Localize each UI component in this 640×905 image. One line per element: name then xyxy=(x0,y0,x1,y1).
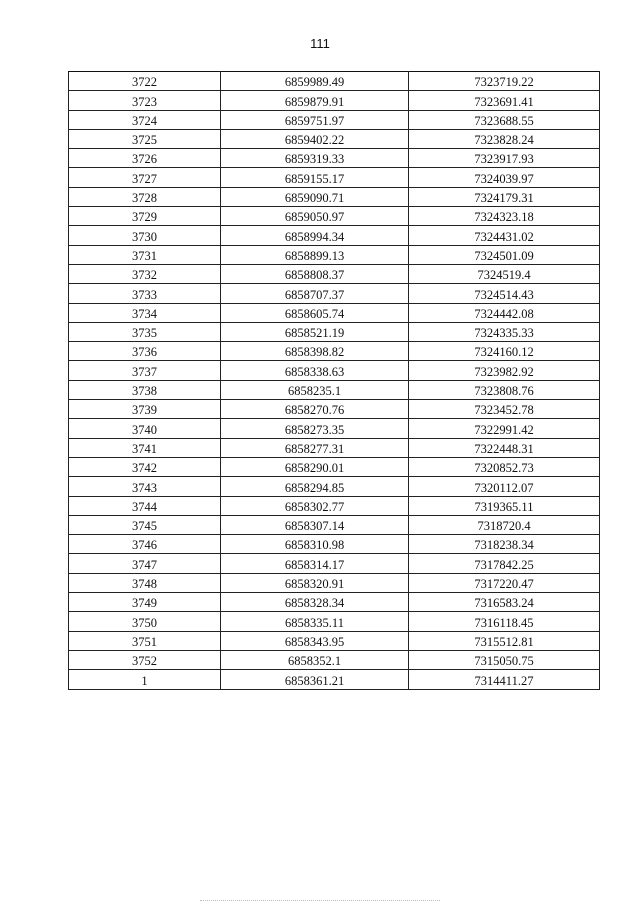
y-coordinate-cell: 7314411.27 xyxy=(409,670,600,689)
table-row xyxy=(69,91,600,110)
x-coordinate-cell: 6858270.76 xyxy=(221,400,409,419)
x-coordinate-cell: 6858338.63 xyxy=(221,361,409,380)
y-coordinate-cell: 7316583.24 xyxy=(409,593,600,612)
table-row xyxy=(69,110,600,129)
y-coordinate-cell: 7324514.43 xyxy=(409,284,600,303)
y-coordinate-cell: 7315512.81 xyxy=(409,631,600,650)
point-number-cell: 3727 xyxy=(69,168,221,187)
y-coordinate-cell: 7323691.41 xyxy=(409,91,600,110)
page-number: 111 xyxy=(310,36,330,51)
x-coordinate-cell: 6858707.37 xyxy=(221,284,409,303)
table-row xyxy=(69,284,600,303)
x-coordinate-cell: 6858361.21 xyxy=(221,670,409,689)
point-number-cell: 3725 xyxy=(69,129,221,148)
table-row xyxy=(69,496,600,515)
table-row xyxy=(69,593,600,612)
x-coordinate-cell: 6858307.14 xyxy=(221,515,409,534)
table-row xyxy=(69,457,600,476)
y-coordinate-cell: 7315050.75 xyxy=(409,650,600,669)
coordinates-table-body xyxy=(69,72,600,690)
x-coordinate-cell: 6858352.1 xyxy=(221,650,409,669)
y-coordinate-cell: 7324431.02 xyxy=(409,226,600,245)
x-coordinate-cell: 6859751.97 xyxy=(221,110,409,129)
point-number-cell: 3726 xyxy=(69,149,221,168)
y-coordinate-cell: 7323688.55 xyxy=(409,110,600,129)
point-number-cell: 3752 xyxy=(69,650,221,669)
x-coordinate-cell: 6858328.34 xyxy=(221,593,409,612)
table-row xyxy=(69,342,600,361)
point-number-cell: 3744 xyxy=(69,496,221,515)
bottom-rule xyxy=(200,900,440,901)
table-row xyxy=(69,187,600,206)
x-coordinate-cell: 6858302.77 xyxy=(221,496,409,515)
x-coordinate-cell: 6858398.82 xyxy=(221,342,409,361)
table-row xyxy=(69,149,600,168)
y-coordinate-cell: 7323808.76 xyxy=(409,380,600,399)
x-coordinate-cell: 6858294.85 xyxy=(221,477,409,496)
table-row xyxy=(69,400,600,419)
point-number-cell: 3723 xyxy=(69,91,221,110)
table-row xyxy=(69,612,600,631)
point-number-cell: 3735 xyxy=(69,322,221,341)
x-coordinate-cell: 6858335.11 xyxy=(221,612,409,631)
x-coordinate-cell: 6858235.1 xyxy=(221,380,409,399)
table-row xyxy=(69,129,600,148)
y-coordinate-cell: 7324160.12 xyxy=(409,342,600,361)
point-number-cell: 3737 xyxy=(69,361,221,380)
point-number-cell: 3746 xyxy=(69,535,221,554)
y-coordinate-cell: 7323452.78 xyxy=(409,400,600,419)
point-number-cell: 3738 xyxy=(69,380,221,399)
y-coordinate-cell: 7319365.11 xyxy=(409,496,600,515)
point-number-cell: 3742 xyxy=(69,457,221,476)
y-coordinate-cell: 7323719.22 xyxy=(409,72,600,91)
point-number-cell: 3747 xyxy=(69,554,221,573)
y-coordinate-cell: 7318720.4 xyxy=(409,515,600,534)
y-coordinate-cell: 7318238.34 xyxy=(409,535,600,554)
y-coordinate-cell: 7324519.4 xyxy=(409,264,600,283)
y-coordinate-cell: 7323917.93 xyxy=(409,149,600,168)
point-number-cell: 3733 xyxy=(69,284,221,303)
point-number-cell: 3749 xyxy=(69,593,221,612)
x-coordinate-cell: 6858521.19 xyxy=(221,322,409,341)
point-number-cell: 3724 xyxy=(69,110,221,129)
table-row xyxy=(69,650,600,669)
table-row xyxy=(69,226,600,245)
table-row xyxy=(69,535,600,554)
y-coordinate-cell: 7323828.24 xyxy=(409,129,600,148)
coordinates-table xyxy=(68,71,600,690)
x-coordinate-cell: 6859155.17 xyxy=(221,168,409,187)
table-row xyxy=(69,207,600,226)
y-coordinate-cell: 7324039.97 xyxy=(409,168,600,187)
x-coordinate-cell: 6859989.49 xyxy=(221,72,409,91)
table-row xyxy=(69,573,600,592)
y-coordinate-cell: 7317842.25 xyxy=(409,554,600,573)
table-row xyxy=(69,361,600,380)
point-number-cell: 3745 xyxy=(69,515,221,534)
table-row xyxy=(69,380,600,399)
point-number-cell: 3732 xyxy=(69,264,221,283)
x-coordinate-cell: 6858310.98 xyxy=(221,535,409,554)
point-number-cell: 3741 xyxy=(69,438,221,457)
x-coordinate-cell: 6858320.91 xyxy=(221,573,409,592)
point-number-cell: 3728 xyxy=(69,187,221,206)
y-coordinate-cell: 7316118.45 xyxy=(409,612,600,631)
y-coordinate-cell: 7322448.31 xyxy=(409,438,600,457)
x-coordinate-cell: 6858277.31 xyxy=(221,438,409,457)
x-coordinate-cell: 6859090.71 xyxy=(221,187,409,206)
table-row xyxy=(69,670,600,689)
table-row xyxy=(69,245,600,264)
y-coordinate-cell: 7322991.42 xyxy=(409,419,600,438)
y-coordinate-cell: 7317220.47 xyxy=(409,573,600,592)
point-number-cell: 3734 xyxy=(69,303,221,322)
x-coordinate-cell: 6859050.97 xyxy=(221,207,409,226)
x-coordinate-cell: 6858605.74 xyxy=(221,303,409,322)
y-coordinate-cell: 7320852.73 xyxy=(409,457,600,476)
point-number-cell: 3751 xyxy=(69,631,221,650)
y-coordinate-cell: 7324335.33 xyxy=(409,322,600,341)
table-row xyxy=(69,438,600,457)
x-coordinate-cell: 6859402.22 xyxy=(221,129,409,148)
point-number-cell: 3722 xyxy=(69,72,221,91)
point-number-cell: 3750 xyxy=(69,612,221,631)
table-row xyxy=(69,554,600,573)
x-coordinate-cell: 6858899.13 xyxy=(221,245,409,264)
table-row xyxy=(69,515,600,534)
table-row xyxy=(69,477,600,496)
y-coordinate-cell: 7324501.09 xyxy=(409,245,600,264)
y-coordinate-cell: 7323982.92 xyxy=(409,361,600,380)
point-number-cell: 3748 xyxy=(69,573,221,592)
x-coordinate-cell: 6858808.37 xyxy=(221,264,409,283)
table-row xyxy=(69,264,600,283)
point-number-cell: 3730 xyxy=(69,226,221,245)
x-coordinate-cell: 6858314.17 xyxy=(221,554,409,573)
y-coordinate-cell: 7320112.07 xyxy=(409,477,600,496)
y-coordinate-cell: 7324442.08 xyxy=(409,303,600,322)
point-number-cell: 3736 xyxy=(69,342,221,361)
x-coordinate-cell: 6859879.91 xyxy=(221,91,409,110)
table-row xyxy=(69,419,600,438)
point-number-cell: 3729 xyxy=(69,207,221,226)
point-number-cell: 3740 xyxy=(69,419,221,438)
x-coordinate-cell: 6859319.33 xyxy=(221,149,409,168)
x-coordinate-cell: 6858273.35 xyxy=(221,419,409,438)
point-number-cell: 1 xyxy=(69,670,221,689)
point-number-cell: 3739 xyxy=(69,400,221,419)
point-number-cell: 3731 xyxy=(69,245,221,264)
point-number-cell: 3743 xyxy=(69,477,221,496)
x-coordinate-cell: 6858290.01 xyxy=(221,457,409,476)
x-coordinate-cell: 6858343.95 xyxy=(221,631,409,650)
table-row xyxy=(69,631,600,650)
table-row xyxy=(69,72,600,91)
table-row xyxy=(69,322,600,341)
y-coordinate-cell: 7324179.31 xyxy=(409,187,600,206)
table-row xyxy=(69,303,600,322)
x-coordinate-cell: 6858994.34 xyxy=(221,226,409,245)
table-row xyxy=(69,168,600,187)
y-coordinate-cell: 7324323.18 xyxy=(409,207,600,226)
